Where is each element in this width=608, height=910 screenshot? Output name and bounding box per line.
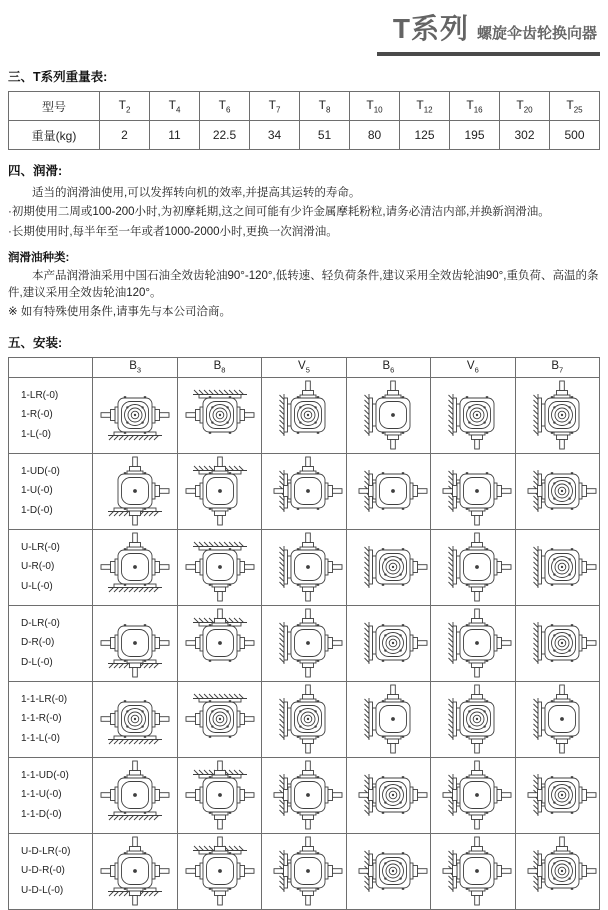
- install-row-labels: U-LR(-0) U-R(-0) U-L(-0): [9, 529, 93, 605]
- install-column-B8: $B_8$: [177, 357, 261, 377]
- install-cell: [262, 605, 346, 681]
- weight-header-row: [9, 92, 600, 121]
- install-row-labels: 1-LR(-0) 1-R(-0) 1-L(-0): [9, 377, 93, 453]
- gearbox-drawing-wall-r: [347, 607, 431, 680]
- gearbox-drawing-wall-ud: [347, 683, 431, 756]
- weight-table: [8, 91, 600, 150]
- install-cell: [515, 529, 599, 605]
- lubrication-bullet-2: ·长期使用时,每半年至一年或者1000-2000小时,更换一次润滑油。: [8, 225, 338, 238]
- install-cell: [346, 453, 430, 529]
- install-header-empty: [9, 357, 93, 377]
- install-cell: [431, 681, 515, 757]
- weight-value-row: [9, 121, 600, 150]
- gearbox-drawing-floor-ulr: [93, 759, 177, 832]
- gearbox-drawing-wall-udlr: [431, 759, 515, 832]
- install-cell: [431, 833, 515, 909]
- gearbox-drawing-floor-udr: [93, 455, 177, 528]
- weight-model-cell: $T_4$: [150, 92, 200, 121]
- install-row-1: [9, 377, 600, 453]
- gearbox-drawing-wall-lr: [347, 455, 431, 528]
- install-cell: [93, 757, 177, 833]
- gearbox-drawing-wall-lr: [347, 759, 431, 832]
- install-column-V5: $V_5$: [262, 357, 346, 377]
- gearbox-drawing-ceiling-lrd: [178, 531, 262, 604]
- series-subtitle: 螺旋伞齿轮换向器: [476, 25, 597, 42]
- install-cell: [177, 453, 261, 529]
- install-cell: [346, 833, 430, 909]
- install-cell: [515, 833, 599, 909]
- install-row-labels: 1-1-UD(-0) 1-1-U(-0) 1-1-D(-0): [9, 757, 93, 833]
- oil-types-subheading: 润滑油种类:: [8, 251, 70, 264]
- weight-model-cell: $T_2$: [100, 92, 150, 121]
- gearbox-drawing-wall-lr: [516, 759, 600, 832]
- gearbox-drawing-wall-lr: [516, 455, 600, 528]
- install-column-V6: $V_6$: [431, 357, 515, 377]
- install-row-labels: 1-UD(-0) 1-U(-0) 1-D(-0): [9, 453, 93, 529]
- install-cell: [177, 529, 261, 605]
- gearbox-drawing-wall-udlr: [262, 759, 346, 832]
- install-cell: [93, 605, 177, 681]
- install-cell: [515, 453, 599, 529]
- install-cell: [431, 377, 515, 453]
- weight-value-cell: 500: [550, 121, 600, 150]
- install-cell: [346, 529, 430, 605]
- install-column-B6: $B_6$: [346, 357, 430, 377]
- install-cell: [515, 757, 599, 833]
- gearbox-drawing-wall-ud: [262, 683, 346, 756]
- gearbox-drawing-floor-lr: [93, 683, 177, 756]
- weight-kg-label: 重量(kg): [9, 121, 100, 150]
- install-row-4: [9, 605, 600, 681]
- install-section-heading: 五、安装:: [8, 335, 63, 350]
- gearbox-drawing-floor-ulr: [93, 531, 177, 604]
- gearbox-drawing-wall-r: [516, 607, 600, 680]
- weight-model-cell: $T_8$: [300, 92, 350, 121]
- gearbox-drawing-wall-ud: [347, 379, 431, 452]
- weight-section-heading: 三、T系列重量表:: [8, 70, 108, 84]
- install-row-7: [9, 833, 600, 909]
- weight-model-cell: $T_{10}$: [350, 92, 400, 121]
- gearbox-drawing-wall-ulr: [516, 835, 600, 908]
- lubrication-bullet-1: ·初期使用二周或100-200小时,为初摩耗期,这之间可能有少许金属摩耗粉粒,请务必清洁内部,并换新润滑油。: [8, 206, 550, 219]
- install-cell: [93, 377, 177, 453]
- install-row-labels: D-LR(-0) D-R(-0) D-L(-0): [9, 605, 93, 681]
- weight-model-label: 型号: [9, 92, 100, 121]
- gearbox-drawing-wall-ud: [431, 683, 515, 756]
- install-cell: [431, 453, 515, 529]
- gearbox-drawing-ceiling-ulr: [178, 607, 262, 680]
- gearbox-drawing-wall-u: [262, 379, 346, 452]
- lubrication-heading: 四、润滑:: [8, 164, 63, 178]
- gearbox-drawing-wall-udlr: [431, 835, 515, 908]
- gearbox-drawing-wall-udlr: [262, 835, 346, 908]
- weight-model-cell: $T_{12}$: [400, 92, 450, 121]
- gearbox-drawing-floor-lr: [93, 379, 177, 452]
- gearbox-drawing-wall-udr: [431, 607, 515, 680]
- install-row-3: [9, 529, 600, 605]
- install-cell: [177, 377, 261, 453]
- gearbox-drawing-ceiling-lr: [178, 379, 262, 452]
- page-title: [377, 7, 600, 56]
- oil-types-paragraph: 本产品润滑油采用中国石油全效齿轮油90°-120°,低转速、轻负荷条件,建议采用全效齿轮油90°,重负荷、高温的条件,建议采用全效齿轮油120°。: [8, 269, 599, 299]
- install-cell: [177, 605, 261, 681]
- install-section: [8, 333, 600, 910]
- weight-value-cell: 125: [400, 121, 450, 150]
- weight-value-cell: 51: [300, 121, 350, 150]
- gearbox-drawing-wall-udr: [431, 531, 515, 604]
- install-header-row: [9, 357, 600, 377]
- install-cell: [431, 605, 515, 681]
- gearbox-drawing-wall-lr: [347, 835, 431, 908]
- install-cell: [262, 377, 346, 453]
- gearbox-drawing-wall-udr: [262, 531, 346, 604]
- series-title: T系列: [392, 13, 469, 44]
- gearbox-drawing-floor-udlr: [93, 835, 177, 908]
- install-cell: [346, 757, 430, 833]
- weight-value-cell: 34: [250, 121, 300, 150]
- gearbox-drawing-wall-d: [431, 379, 515, 452]
- gearbox-drawing-wall-lrd: [431, 455, 515, 528]
- install-cell: [262, 453, 346, 529]
- gearbox-drawing-wall-ud: [516, 379, 600, 452]
- weight-value-cell: 195: [450, 121, 500, 150]
- gearbox-drawing-wall-ud: [516, 683, 600, 756]
- install-cell: [346, 681, 430, 757]
- gearbox-drawing-ceiling-udlr: [178, 759, 262, 832]
- install-row-2: [9, 453, 600, 529]
- install-row-labels: U-D-LR(-0) U-D-R(-0) U-D-L(-0): [9, 833, 93, 909]
- gearbox-drawing-wall-ulr: [262, 455, 346, 528]
- install-cell: [262, 681, 346, 757]
- lubrication-intro: 适当的润滑油使用,可以发挥转向机的效率,并提高其运转的寿命。: [32, 187, 361, 199]
- install-column-B7: $B_7$: [515, 357, 599, 377]
- install-cell: [177, 681, 261, 757]
- page-header: [8, 0, 600, 56]
- weight-value-cell: 22.5: [200, 121, 250, 150]
- install-cell: [177, 833, 261, 909]
- install-cell: [346, 377, 430, 453]
- install-cell: [515, 605, 599, 681]
- install-cell: [177, 757, 261, 833]
- install-cell: [93, 453, 177, 529]
- weight-model-cell: $T_{20}$: [500, 92, 550, 121]
- weight-model-cell: $T_{25}$: [550, 92, 600, 121]
- install-cell: [93, 833, 177, 909]
- gearbox-drawing-wall-r: [347, 531, 431, 604]
- install-row-labels: 1-1-LR(-0) 1-1-R(-0) 1-1-L(-0): [9, 681, 93, 757]
- weight-model-cell: $T_7$: [250, 92, 300, 121]
- lubrication-section: [8, 161, 600, 322]
- install-cell: [515, 681, 599, 757]
- install-cell: [431, 757, 515, 833]
- install-cell: [515, 377, 599, 453]
- install-cell: [431, 529, 515, 605]
- weight-value-cell: 80: [350, 121, 400, 150]
- install-cell: [93, 681, 177, 757]
- gearbox-drawing-ceiling-udl: [178, 455, 262, 528]
- install-cell: [262, 757, 346, 833]
- weight-model-cell: $T_6$: [200, 92, 250, 121]
- install-cell: [262, 833, 346, 909]
- weight-value-cell: 2: [100, 121, 150, 150]
- weight-section: [8, 67, 600, 150]
- gearbox-drawing-wall-udr: [262, 607, 346, 680]
- special-conditions-note: ※ 如有特殊使用条件,请事先与本公司洽商。: [8, 306, 232, 319]
- install-column-B3: $B_3$: [93, 357, 177, 377]
- weight-value-cell: 302: [500, 121, 550, 150]
- install-cell: [262, 529, 346, 605]
- gearbox-drawing-floor-lrd: [93, 607, 177, 680]
- gearbox-drawing-ceiling-lr: [178, 683, 262, 756]
- gearbox-drawing-wall-r: [516, 531, 600, 604]
- install-row-5: [9, 681, 600, 757]
- gearbox-drawing-ceiling-udlr: [178, 835, 262, 908]
- install-row-6: [9, 757, 600, 833]
- install-cell: [93, 529, 177, 605]
- install-table: [8, 357, 600, 910]
- weight-model-cell: $T_{16}$: [450, 92, 500, 121]
- install-cell: [346, 605, 430, 681]
- weight-value-cell: 11: [150, 121, 200, 150]
